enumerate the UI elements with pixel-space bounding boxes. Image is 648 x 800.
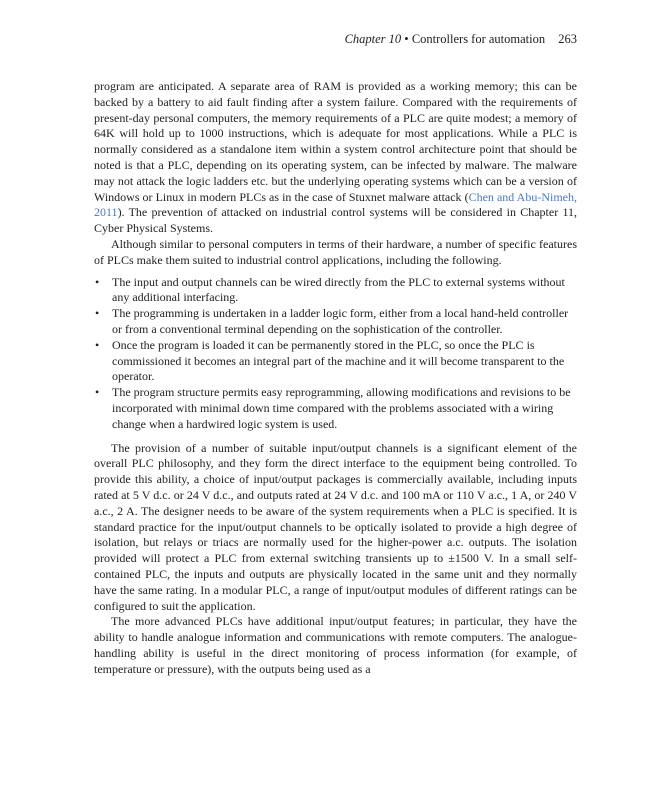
bullet-item [95, 337, 577, 385]
paragraph-4: The more advanced PLCs have additional input/output features; in particular, they have the ability to handle analogue information and communications with remote computers. The analogue-handling ability is useful in the direct monitoring of process information (for example, of temperature or pressure), with the outputs being used as a [94, 614, 577, 676]
bullet-item [95, 385, 577, 432]
bullet-dot: • [95, 385, 100, 400]
header-separator: • [404, 32, 409, 46]
paragraph-2: Although similar to personal computers in terms of their hardware, a number of specific features of PLCs make them suited to industrial control applications, including the following. [94, 236, 577, 267]
bullet-dot: • [95, 274, 100, 289]
feature-bullet-list [94, 275, 577, 433]
citation-link[interactable]: Chen and Abu-Nimeh, 2011 [94, 189, 577, 220]
bullet-dot: • [95, 306, 100, 321]
bullet-text: Once the program is loaded it can be permanently stored in the PLC, so once the PLC is commissioned it becomes an integral part of the machine and it will become transparent to the operator. [112, 337, 565, 384]
paragraph-1 [94, 79, 577, 237]
bullet-text: The program structure permits easy reprogramming, allowing modifications and revisions to be incorporated with minimal down time compared with the problems associated with a wiring change when a hardwired logic system is used. [112, 385, 571, 431]
paragraph-1-text-b: ). The prevention of attacked on industrial control systems will be considered in Chapter 11, Cyber Physical Systems. [94, 205, 577, 236]
body-text [94, 79, 577, 677]
page-number: 263 [558, 32, 577, 46]
header-title: Controllers for automation [411, 32, 546, 46]
bullet-item [95, 306, 577, 338]
paragraph-1-text-a: program are anticipated. A separate area of RAM is provided as a working memory; this can be backed by a battery to aid fault finding after a system failure. Compared with the requirements of present-day personal computers, the memory requirements of a PLC are quite modest; a memory of 64K will hold up to 1000 instructions, which is adequate for most applications. While a PLC is normally considered as a standalone item within a system control architecture point that should be noted is that a PLC, depending on its operating system, can be infected by malware. The malware may not attack the logic ladders etc. but the underlying operating systems which can be a version of Windows or Linux in modern PLCs as in the case of Stuxnet malware attack ( [94, 79, 577, 204]
bullet-text: The input and output channels can be wired directly from the PLC to external systems without any additional interfacing. [112, 274, 565, 305]
header-chapter: Chapter 10 [344, 32, 402, 46]
bullet-text: The programming is undertaken in a ladder logic form, either from a local hand-held controller or from a conventional terminal depending on the sophistication of the controller. [112, 306, 569, 336]
paragraph-3: The provision of a number of suitable input/output channels is a significant element of the overall PLC philosophy, and they form the direct interface to the equipment being controlled. To provide this ability, a choice of input/output packages is commercially available, including inputs rated at 5 V d.c. or 24 V d.c., and outputs rated at 24 V d.c. and 100 mA or 110 V a.c., 1 A, or 240 V a.c., 2 A. The designer needs to be aware of the system requirements when a PLC is specified. It is standard practice for the input/output channels to be optically isolated to provide a high degree of isolation, but relays or triacs are normally used for the higher-power a.c. outputs. The isolation provided will protect a PLC from external switching transients up to ±1500 V. In a small self-contained PLC, the inputs and outputs are physically located in the same unit and they normally have the same rating. In a modular PLC, a range of input/output modules of different ratings can be configured to suit the application. [94, 440, 577, 613]
bullet-item [95, 274, 577, 307]
running-header [345, 31, 577, 47]
bullet-dot: • [95, 337, 100, 352]
